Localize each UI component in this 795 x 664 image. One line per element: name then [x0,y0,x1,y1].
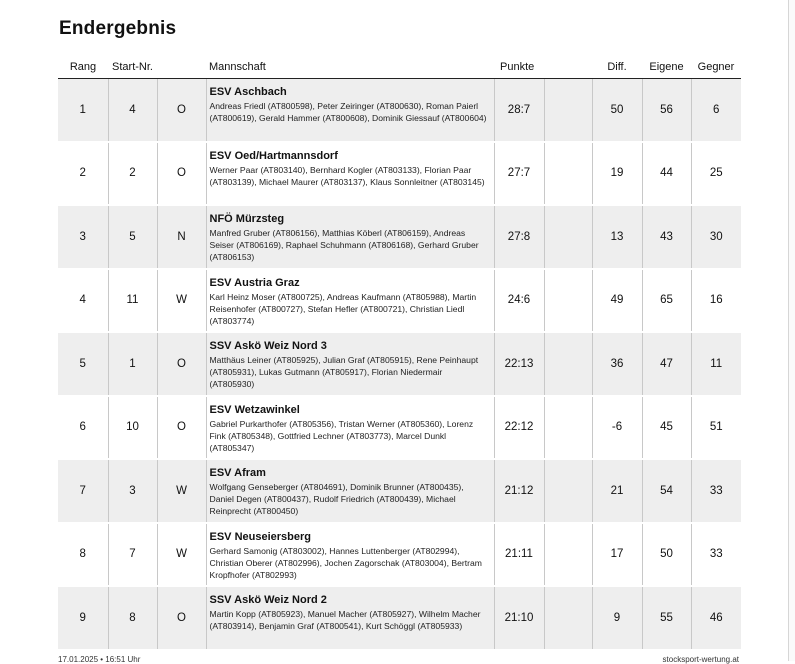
table-row [58,205,741,269]
side-cell: N [157,205,206,269]
start-nr-cell: 5 [108,205,157,269]
header-mannschaft: Mannschaft [206,55,494,79]
gegner-cell: 16 [691,269,741,333]
team-name: ESV Aschbach [209,86,287,98]
team-name: ESV Neuseiersberg [209,530,311,543]
team-name: ESV Oed/Hartmannsdorf [209,149,338,162]
spacer-cell [544,586,592,650]
table-row [58,332,741,396]
spacer-cell [544,396,592,460]
rang-cell: 7 [58,459,108,523]
team-members: Gerhard Samonig (AT803002), Hannes Luttenberger (AT802994), Christian Oberer (AT802996), Jochen Zagorschak (AT803004), Bertram Kropfhofer (AT802993) [209,545,482,580]
start-nr-cell: 10 [108,396,157,460]
diff-cell: 13 [592,205,642,269]
header-spacer [544,55,592,79]
gegner-cell: 6 [691,79,741,142]
spacer-cell [544,459,592,523]
side-cell: O [157,332,206,396]
eigene-cell: 55 [642,586,691,650]
eigene-cell: 56 [642,79,691,142]
punkte-cell: 21:11 [494,523,544,587]
header-eigene: Eigene [642,55,691,79]
table-row [58,586,741,650]
eigene-cell: 65 [642,269,691,333]
gegner-cell: 11 [691,332,741,396]
rang-cell: 4 [79,294,86,307]
spacer-cell [544,523,592,587]
team-cell [206,205,494,269]
table-header-row [58,55,741,79]
spacer-cell [544,142,592,206]
spacer-cell [544,332,592,396]
gegner-cell: 51 [691,396,741,460]
team-members: Karl Heinz Moser (AT800725), Andreas Kaufmann (AT805988), Martin Reisenhofer (AT800727), Stefan Hefler (AT800721), Christian Liedl (AT803774) [209,291,477,326]
start-nr-cell: 3 [108,459,157,523]
eigene-cell: 45 [642,396,691,460]
team-members: Matthäus Leiner (AT805925), Julian Graf (AT805915), Rene Peinhaupt (AT805931), Lukas Gutmann (AT805917), Florian Niedermair (AT805930) [209,355,479,389]
start-nr-cell: 7 [108,523,157,587]
team-name: ESV Afram [209,467,266,479]
diff-cell: 49 [592,269,642,333]
team-name: NFÖ Mürzsteg [209,213,285,225]
gegner-cell: 33 [691,523,741,587]
team-cell [206,523,494,587]
header-side [157,55,206,79]
header-diff: Diff. [592,55,642,79]
table-row [58,396,741,460]
results-table [58,55,741,651]
page-title: Endergebnis [59,18,177,39]
team-members: Werner Paar (AT803140), Bernhard Kogler (AT803133), Florian Paar (AT803139), Michael Maurer (AT803137), Klaus Sonnleitner (AT803145) [209,164,485,187]
team-members: Martin Kopp (AT805923), Manuel Macher (AT805927), Wilhelm Macher (AT803914), Benjamin Graf (AT800541), Kurt Schöggl (AT805933) [209,609,481,631]
punkte-cell: 22:12 [494,396,544,460]
gegner-cell: 25 [691,142,741,206]
punkte-cell: 27:8 [494,205,544,269]
team-cell [206,269,494,333]
side-cell: O [157,586,206,650]
diff-cell: 36 [592,332,642,396]
eigene-cell: 54 [642,459,691,523]
diff-cell: 50 [592,79,642,142]
punkte-cell: 21:10 [494,586,544,650]
side-cell: O [157,142,206,206]
side-cell: W [157,459,206,523]
team-cell [206,586,494,650]
punkte-cell: 28:7 [494,79,544,142]
eigene-cell: 47 [642,332,691,396]
start-nr-cell: 11 [108,269,157,333]
start-nr-cell: 4 [108,79,157,142]
print-timestamp: 17.01.2025 • 16:51 Uhr [58,655,141,664]
gegner-cell: 30 [691,205,741,269]
punkte-cell: 24:6 [494,269,544,333]
punkte-cell: 22:13 [494,332,544,396]
team-cell [206,79,494,142]
header-rang: Rang [58,55,108,79]
eigene-cell: 43 [642,205,691,269]
team-members: Gabriel Purkarthofer (AT805356), Tristan Werner (AT805360), Lorenz Fink (AT805348), Gottfried Lechner (AT803773), Marcel Dunkl (AT805347) [209,418,474,453]
team-name: SSV Askö Weiz Nord 3 [209,340,327,352]
team-cell [206,459,494,523]
punkte-cell: 21:12 [494,459,544,523]
punkte-cell: 27:7 [494,142,544,206]
rang-cell: 3 [58,205,108,269]
results-body [58,79,741,650]
gegner-cell: 33 [691,459,741,523]
diff-cell: 9 [592,586,642,650]
eigene-cell: 50 [642,523,691,587]
gegner-cell: 46 [691,586,741,650]
diff-cell: -6 [592,396,642,460]
table-row [58,142,741,206]
rang-cell: 6 [79,421,86,434]
start-nr-cell: 8 [108,586,157,650]
header-gegner: Gegner [691,55,741,79]
side-cell: W [157,523,206,587]
table-row [58,459,741,523]
table-row [58,269,741,333]
diff-cell: 21 [592,459,642,523]
header-punkte: Punkte [494,55,544,79]
team-name: ESV Wetzawinkel [209,403,300,416]
table-row [58,79,741,142]
rang-cell: 5 [58,332,108,396]
team-cell [206,142,494,206]
eigene-cell: 44 [642,142,691,206]
side-cell: O [157,79,206,142]
rang-cell: 9 [58,586,108,650]
rang-cell: 8 [79,548,86,561]
page-edge [788,0,795,661]
start-nr-cell: 1 [108,332,157,396]
side-cell: O [157,396,206,460]
start-nr-cell: 2 [108,142,157,206]
team-name: ESV Austria Graz [209,276,300,289]
side-cell: W [157,269,206,333]
team-members: Manfred Gruber (AT806156), Matthias Köberl (AT806159), Andreas Seiser (AT806169), Raphael Schuhmann (AT806168), Gerhard Gruber (AT806153) [209,228,479,262]
team-members: Andreas Friedl (AT800598), Peter Zeiringer (AT800630), Roman Paierl (AT800619), Gerald Hammer (AT800608), Dominik Giessauf (AT800604) [209,101,487,123]
rang-cell: 2 [79,167,86,180]
site-url[interactable]: stocksport-wertung.at [662,655,739,664]
diff-cell: 17 [592,523,642,587]
spacer-cell [544,269,592,333]
table-row [58,523,741,587]
header-start-nr: Start-Nr. [108,55,157,79]
team-members: Wolfgang Genseberger (AT804691), Dominik Brunner (AT800435), Daniel Degen (AT800437), Rudolf Friedrich (AT800439), Michael Reinprecht (AT800450) [209,482,464,516]
diff-cell: 19 [592,142,642,206]
spacer-cell [544,79,592,142]
spacer-cell [544,205,592,269]
team-cell [206,396,494,460]
team-name: SSV Askö Weiz Nord 2 [209,594,327,606]
team-cell [206,332,494,396]
rang-cell: 1 [58,79,108,142]
